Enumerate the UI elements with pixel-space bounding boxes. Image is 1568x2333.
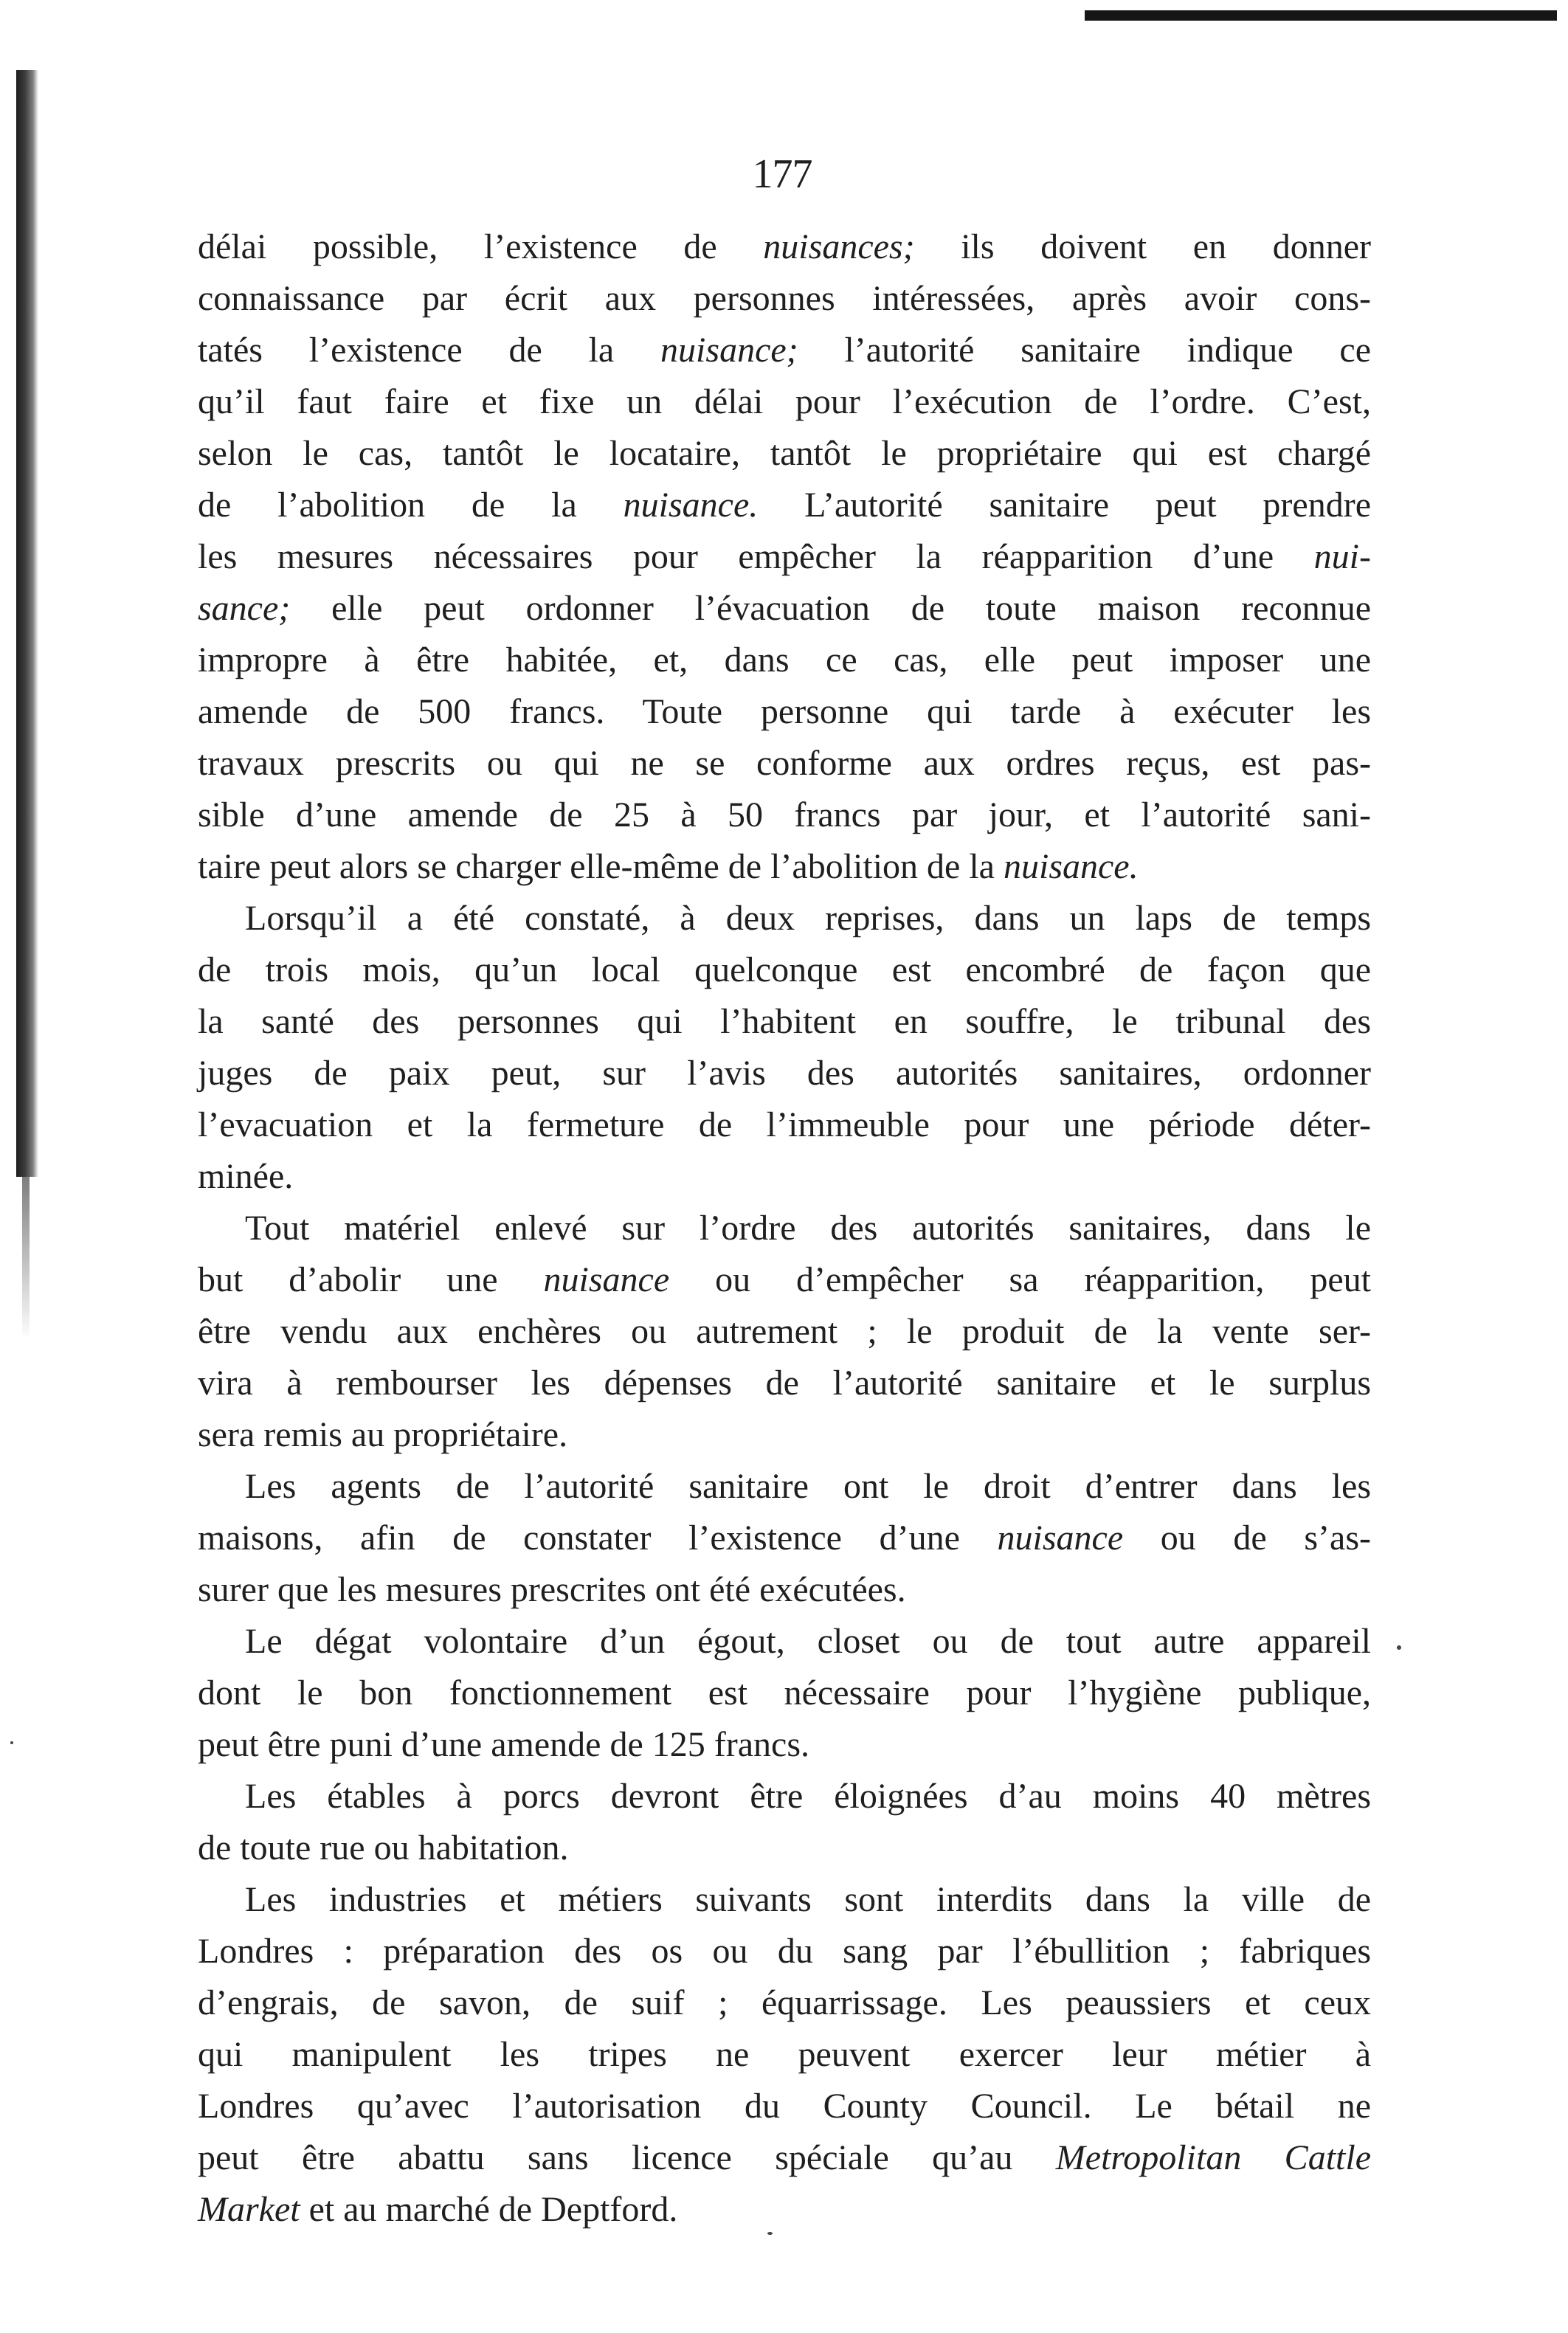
paragraph <box>198 1874 1371 2236</box>
line-text: connaissance par écrit aux personnes intéressées, après avoir cons- <box>198 279 1371 318</box>
line-text: l’evacuation et la fermeture de l’immeuble pour une période déter- <box>198 1105 1371 1144</box>
text-line <box>198 841 1371 893</box>
text-line <box>198 376 1371 428</box>
text-line <box>198 635 1371 686</box>
text-line <box>198 2184 1371 2236</box>
line-text: elle peut ordonner l’évacuation de toute maison reconnue <box>290 589 1371 628</box>
italic-term: nuisance; <box>660 331 798 370</box>
line-text: Le dégat volontaire d’un égout, closet ou de tout autre appareil <box>245 1622 1371 1661</box>
text-line <box>198 1254 1371 1306</box>
italic-term: Market <box>198 2190 300 2229</box>
text-line <box>198 1513 1371 1564</box>
text-line <box>198 789 1371 841</box>
ink-speck <box>10 1741 13 1744</box>
text-line <box>198 1977 1371 2029</box>
line-text: Les industries et métiers suivants sont interdits dans la ville de <box>245 1880 1371 1919</box>
text-line <box>198 1874 1371 1926</box>
line-text: délai possible, l’existence de <box>198 227 764 266</box>
text-line <box>198 2132 1371 2184</box>
text-line <box>198 738 1371 789</box>
line-text: sera remis au propriétaire. <box>198 1415 568 1454</box>
text-line <box>198 428 1371 480</box>
text-line <box>198 944 1371 996</box>
line-text: tatés l’existence de la <box>198 331 661 370</box>
text-line <box>198 1822 1371 1874</box>
top-rule <box>1085 10 1557 21</box>
line-text: d’engrais, de savon, de suif ; équarrissage. Les peaussiers et ceux <box>198 1983 1371 2022</box>
line-text: Les agents de l’autorité sanitaire ont le droit d’entrer dans les <box>245 1467 1371 1506</box>
page-number: 177 <box>752 151 812 197</box>
text-line <box>198 1719 1371 1771</box>
ink-speck <box>767 2232 773 2235</box>
italic-term: nuisances; <box>763 227 915 266</box>
line-text: dont le bon fonctionnement est nécessaire pour l’hygiène publique, <box>198 1673 1371 1712</box>
text-line <box>198 1409 1371 1461</box>
paragraph <box>198 1771 1371 1874</box>
text-line <box>198 1771 1371 1822</box>
line-text: juges de paix peut, sur l’avis des autorités sanitaires, ordonner <box>198 1054 1371 1093</box>
line-text: Tout matériel enlevé sur l’ordre des autorités sanitaires, dans le <box>245 1209 1371 1248</box>
line-text: taire peut alors se charger elle-même de l’abolition de la <box>198 847 1004 886</box>
italic-term: Metropolitan Cattle <box>1055 2138 1371 2177</box>
italic-term: nui- <box>1313 537 1371 576</box>
line-text: de toute rue ou habitation. <box>198 1828 569 1867</box>
line-text: être vendu aux enchères ou autrement ; le produit de la vente ser- <box>198 1312 1371 1351</box>
line-text: travaux prescrits ou qui ne se conforme aux ordres reçus, est pas- <box>198 744 1371 783</box>
line-text: peut être puni d’une amende de 125 francs. <box>198 1725 810 1764</box>
line-text: Londres : préparation des os ou du sang par l’ébullition ; fabriques <box>198 1932 1371 1971</box>
line-text: surer que les mesures prescrites ont été exécutées. <box>198 1570 906 1609</box>
paragraph <box>198 221 1371 893</box>
paragraph <box>198 1461 1371 1616</box>
italic-term: nuisance <box>997 1518 1124 1558</box>
line-text: qu’il faut faire et fixe un délai pour l’exécution de l’ordre. C’est, <box>198 382 1371 421</box>
text-line <box>198 2029 1371 2081</box>
text-line <box>198 531 1371 583</box>
line-text: amende de 500 francs. Toute personne qui tarde à exécuter les <box>198 692 1371 731</box>
line-text: de trois mois, qu’un local quelconque est encombré de façon que <box>198 950 1371 989</box>
text-line <box>198 1151 1371 1203</box>
line-text: sible d’une amende de 25 à 50 francs par jour, et l’autorité sani- <box>198 795 1371 834</box>
paragraph <box>198 1203 1371 1461</box>
italic-term: nuisance. <box>1003 847 1139 886</box>
line-text: les mesures nécessaires pour empêcher la réapparition d’une <box>198 537 1314 576</box>
text-line <box>198 325 1371 376</box>
text-line <box>198 221 1371 273</box>
page-body <box>198 221 1371 2236</box>
line-text: impropre à être habitée, et, dans ce cas, elle peut imposer une <box>198 640 1371 680</box>
text-line <box>198 1203 1371 1254</box>
text-line <box>198 1358 1371 1409</box>
line-text: selon le cas, tantôt le locataire, tantôt le propriétaire qui est chargé <box>198 434 1371 473</box>
text-line <box>198 1564 1371 1616</box>
line-text: peut être abattu sans licence spéciale qu’au <box>198 2138 1056 2177</box>
line-text: maisons, afin de constater l’existence d’une <box>198 1518 998 1558</box>
paragraph <box>198 1616 1371 1771</box>
line-text: ou de s’as- <box>1123 1518 1372 1558</box>
text-line <box>198 1048 1371 1099</box>
text-line <box>198 583 1371 635</box>
text-line <box>198 2081 1371 2132</box>
text-line <box>198 1926 1371 1977</box>
line-text: ils doivent en donner <box>914 227 1371 266</box>
line-text: de l’abolition de la <box>198 485 624 525</box>
line-text: vira à rembourser les dépenses de l’autorité sanitaire et le surplus <box>198 1363 1371 1403</box>
text-line <box>198 1616 1371 1667</box>
italic-term: nuisance. <box>623 485 759 525</box>
text-line <box>198 1461 1371 1513</box>
text-line <box>198 480 1371 531</box>
italic-term: sance; <box>198 589 291 628</box>
italic-term: nuisance <box>543 1260 670 1299</box>
line-text: Londres qu’avec l’autorisation du County Council. Le bétail ne <box>198 2087 1371 2126</box>
line-text: l’autorité sanitaire indique ce <box>798 331 1371 370</box>
line-text: ou d’empêcher sa réapparition, peut <box>669 1260 1371 1299</box>
line-text: L’autorité sanitaire peut prendre <box>758 485 1371 525</box>
line-text: qui manipulent les tripes ne peuvent exercer leur métier à <box>198 2035 1371 2074</box>
text-line <box>198 686 1371 738</box>
text-line <box>198 1099 1371 1151</box>
text-line <box>198 1667 1371 1719</box>
line-text: la santé des personnes qui l’habitent en souffre, le tribunal des <box>198 1002 1371 1041</box>
ink-speck <box>1397 1645 1401 1650</box>
line-text: Lorsqu’il a été constaté, à deux reprises, dans un laps de temps <box>245 899 1371 938</box>
text-line <box>198 893 1371 944</box>
text-line <box>198 996 1371 1048</box>
line-text: Les étables à porcs devront être éloignées d’au moins 40 mètres <box>245 1777 1371 1816</box>
paragraph <box>198 893 1371 1203</box>
line-text: minée. <box>198 1157 294 1196</box>
line-text: but d’abolir une <box>198 1260 544 1299</box>
text-line <box>198 273 1371 325</box>
line-text: et au marché de Deptford. <box>300 2190 678 2229</box>
text-line <box>198 1306 1371 1358</box>
binding-shadow <box>16 70 38 1177</box>
